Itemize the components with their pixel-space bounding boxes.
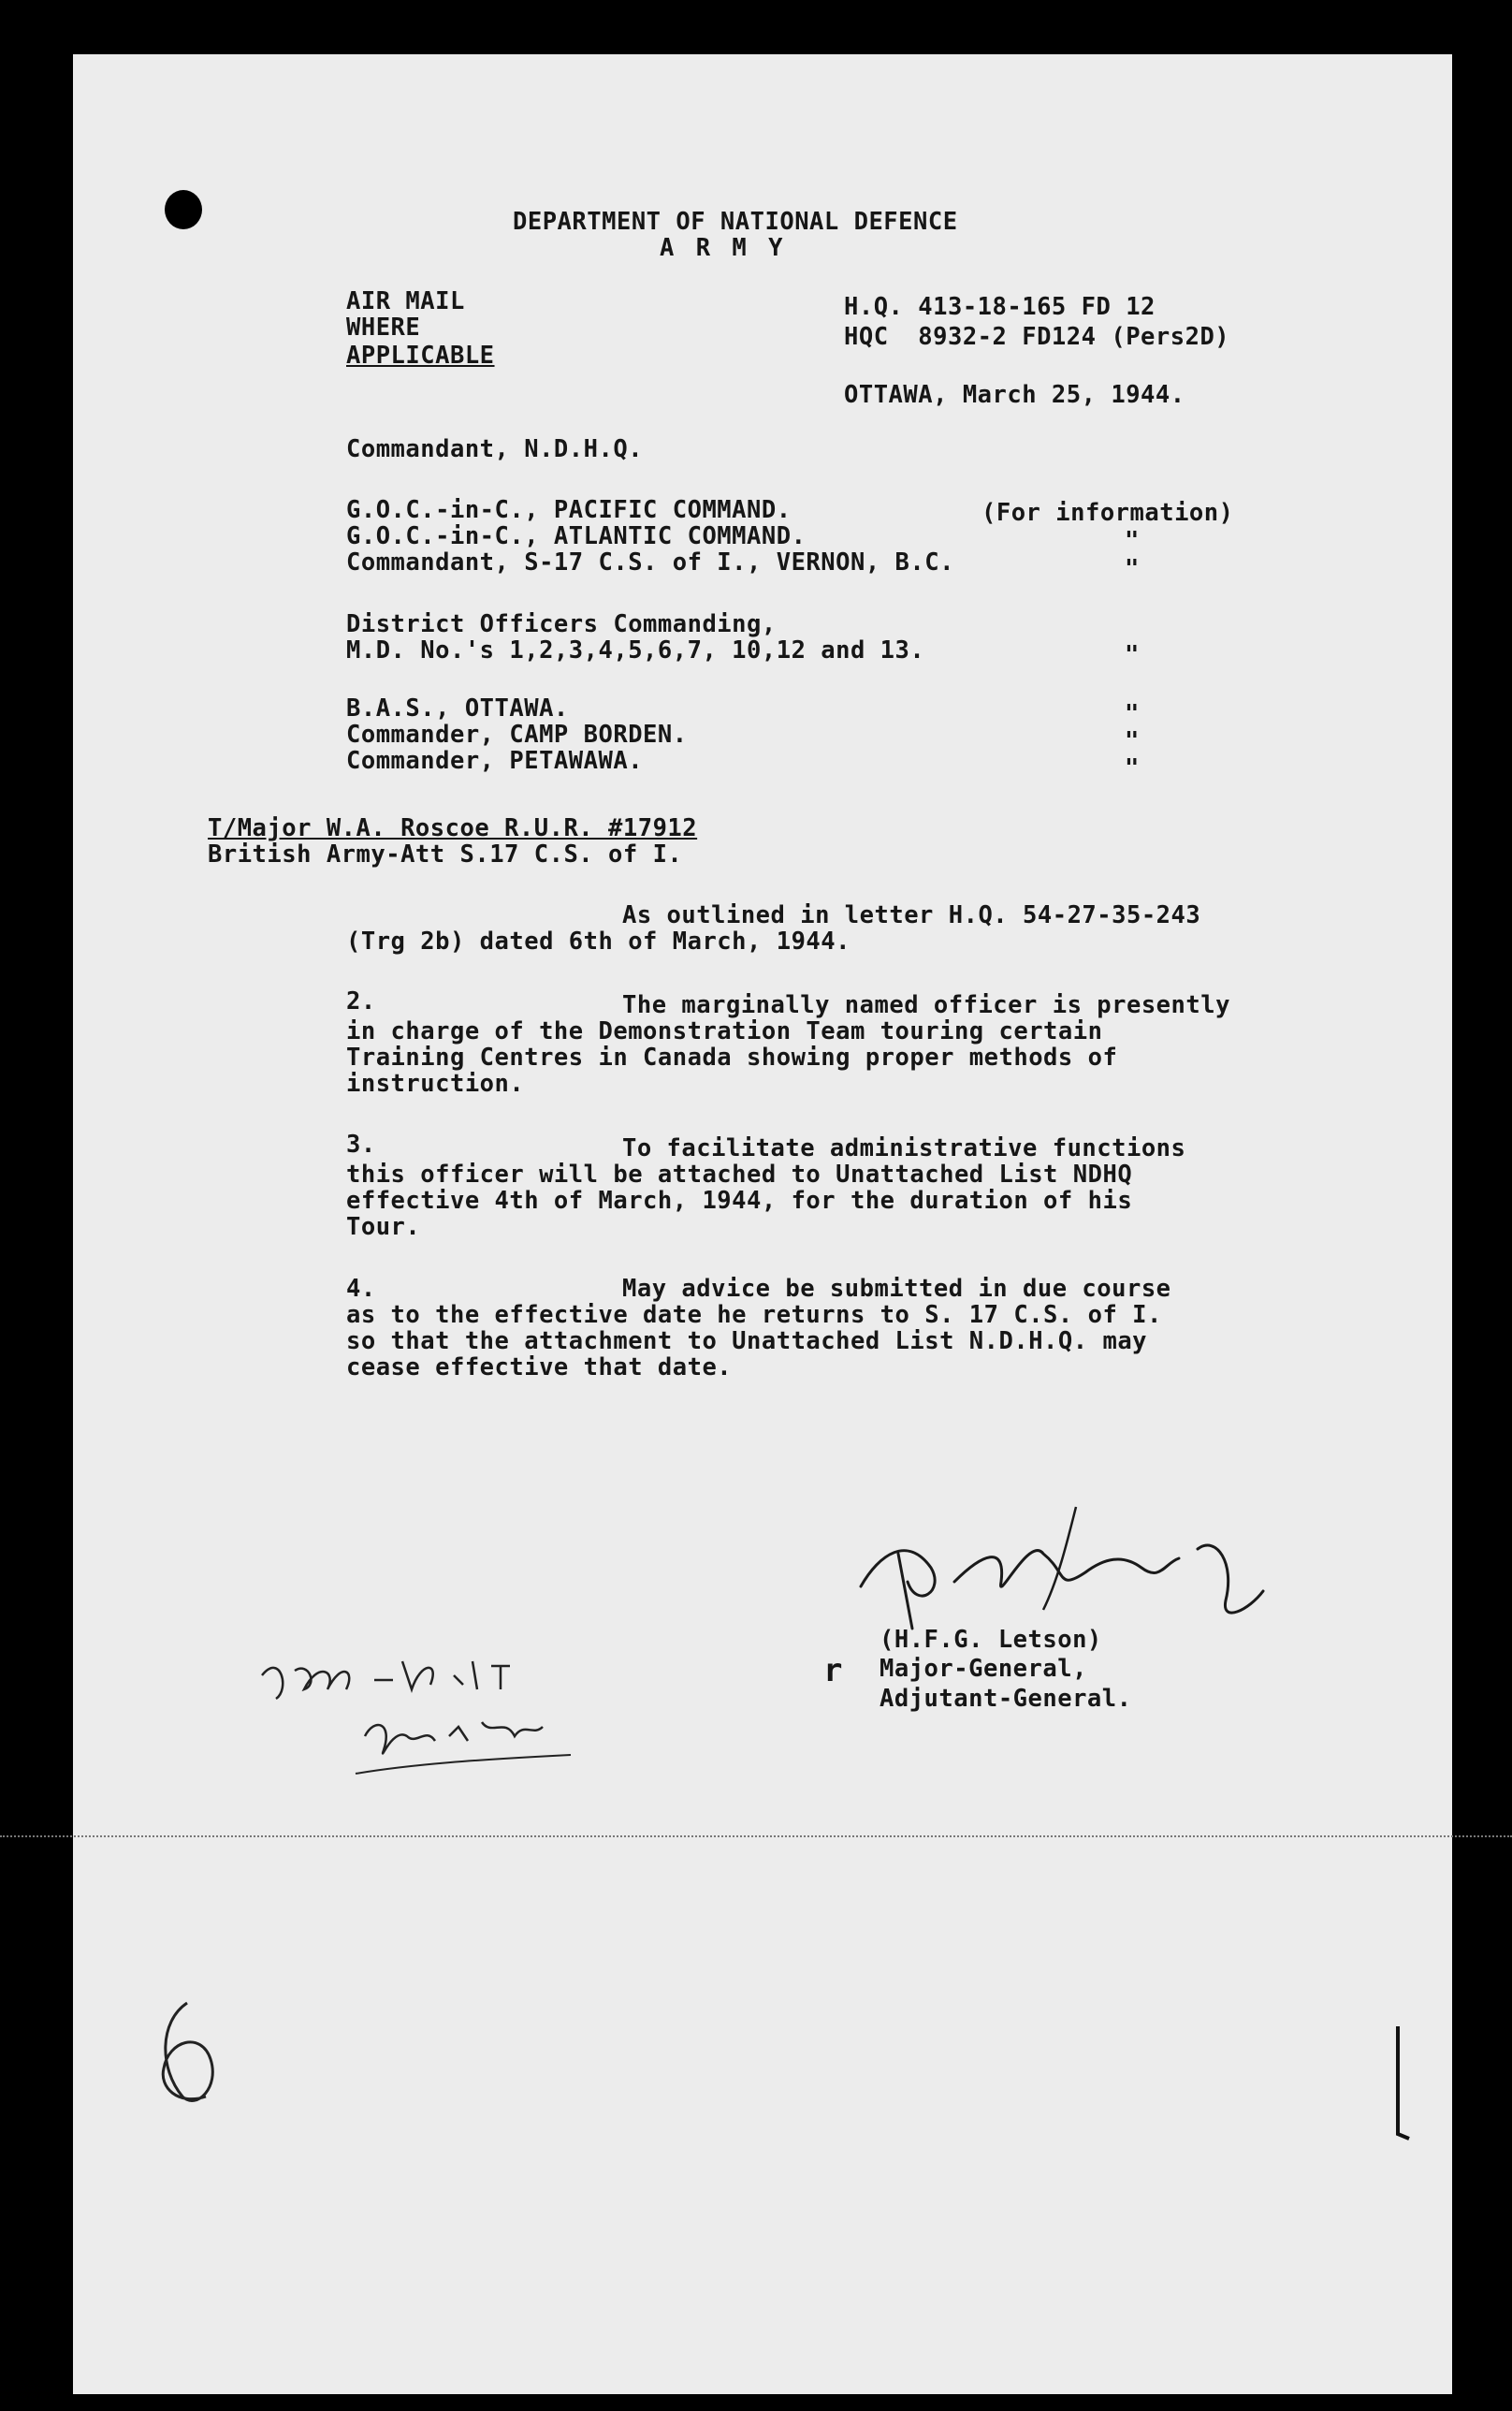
handwritten-annotation: [253, 1633, 589, 1792]
addressee-item: Commandant, S-17 C.S. of I., VERNON, B.C.: [346, 548, 954, 577]
body-line: this officer will be attached to Unattached List NDHQ: [346, 1161, 1133, 1189]
ditto-mark: ": [1125, 754, 1140, 782]
body-line: To facilitate administrative functions: [622, 1134, 1186, 1162]
addressee-item: Commander, PETAWAWA.: [346, 747, 644, 775]
fold-line: [0, 1835, 1512, 1837]
mailing-line-3: APPLICABLE: [346, 342, 495, 370]
body-line: so that the attachment to Unattached List N.D.H.Q. may: [346, 1327, 1148, 1355]
addressee-item: B.A.S., OTTAWA.: [346, 694, 569, 723]
branch-heading: A R M Y: [660, 234, 787, 262]
body-line: in charge of the Demonstration Team touring certain: [346, 1017, 1103, 1045]
ditto-mark: ": [1125, 527, 1140, 555]
file-ref-1: H.Q. 413-18-165 FD 12: [844, 293, 1156, 321]
body-line: May advice be submitted in due course: [622, 1275, 1171, 1303]
paragraph-number: 3.: [346, 1131, 376, 1159]
page-edge-mark: [1385, 2022, 1413, 2153]
place-date: OTTAWA, March 25, 1944.: [844, 381, 1185, 409]
signatory-title: Adjutant-General.: [880, 1685, 1132, 1713]
info-note: (For information): [981, 499, 1234, 527]
addressee-item: G.O.C.-in-C., ATLANTIC COMMAND.: [346, 522, 807, 550]
addressee-item: G.O.C.-in-C., PACIFIC COMMAND.: [346, 496, 792, 524]
body-line: effective 4th of March, 1944, for the duration of his: [346, 1187, 1133, 1215]
signatory-name: (H.F.G. Letson): [880, 1626, 1102, 1654]
handwritten-signature: [842, 1498, 1291, 1647]
body-line: As outlined in letter H.Q. 54-27-35-243: [622, 901, 1201, 929]
ditto-mark: ": [1125, 700, 1140, 728]
paragraph-number: 2.: [346, 987, 376, 1016]
mailing-line-1: AIR MAIL: [346, 287, 465, 315]
ditto-mark: ": [1125, 555, 1140, 583]
paragraph-number: 4.: [346, 1275, 376, 1303]
body-line: The marginally named officer is presently: [622, 991, 1230, 1019]
addressee-item: District Officers Commanding,: [346, 610, 777, 638]
body-line: cease effective that date.: [346, 1353, 733, 1381]
body-line: as to the effective date he returns to S. 17 C.S. of I.: [346, 1301, 1162, 1329]
file-ref-2: HQC 8932-2 FD124 (Pers2D): [844, 323, 1230, 351]
ditto-mark: ": [1125, 641, 1140, 669]
addressee-main: Commandant, N.D.H.Q.: [346, 435, 644, 463]
mailing-line-2: WHERE: [346, 314, 421, 342]
body-line: instruction.: [346, 1070, 525, 1098]
body-line: Tour.: [346, 1213, 421, 1241]
department-heading: DEPARTMENT OF NATIONAL DEFENCE: [513, 208, 958, 236]
body-line: (Trg 2b) dated 6th of March, 1944.: [346, 928, 850, 956]
ditto-mark: ": [1125, 727, 1140, 755]
subject-line-2: British Army-Att S.17 C.S. of I.: [208, 840, 683, 869]
handwritten-loop-mark: [140, 1994, 243, 2115]
body-line: Training Centres in Canada showing proper methods of: [346, 1044, 1118, 1072]
signature-mark: r: [823, 1652, 843, 1689]
addressee-item: M.D. No.'s 1,2,3,4,5,6,7, 10,12 and 13.: [346, 636, 925, 665]
addressee-item: Commander, CAMP BORDEN.: [346, 721, 688, 749]
document-page: [73, 54, 1452, 2394]
signatory-rank: Major-General,: [880, 1655, 1087, 1683]
subject-line-1: T/Major W.A. Roscoe R.U.R. #17912: [208, 814, 698, 842]
punch-hole: [165, 190, 202, 229]
